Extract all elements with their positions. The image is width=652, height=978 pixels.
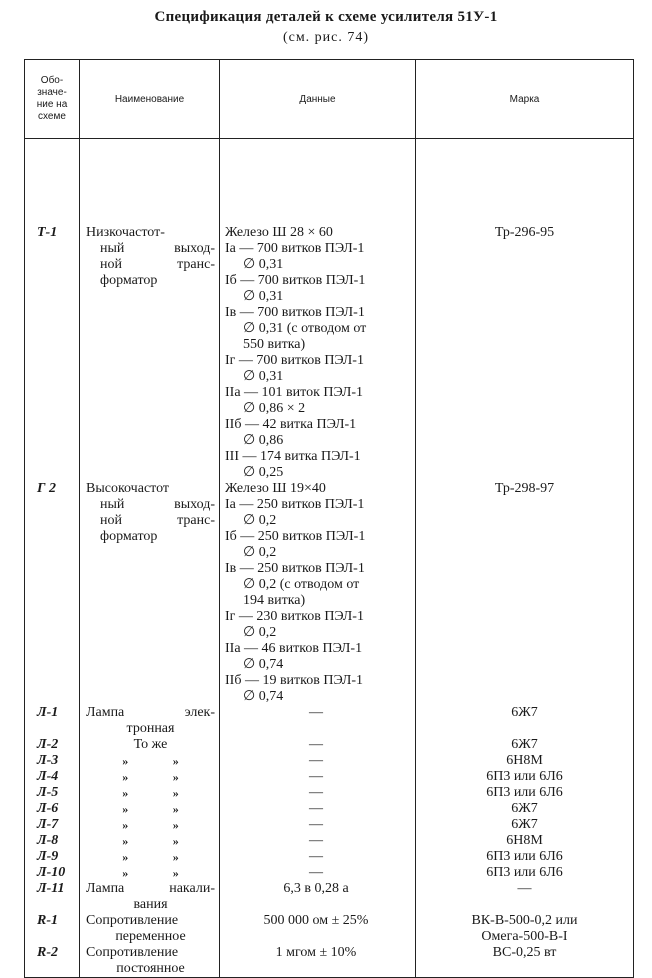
designation-cell [25, 705, 80, 737]
name-line: переменное [115, 929, 186, 944]
name-cell [80, 801, 220, 817]
data-cell [220, 705, 416, 737]
designation-cell [25, 785, 80, 801]
data-line: Iб — 250 витков ПЭЛ-1 [225, 529, 366, 544]
spacer-cell [220, 139, 416, 226]
data-line: 6,3 в 0,28 а [283, 881, 349, 896]
name-line: постоянное [116, 961, 185, 976]
table-row [25, 945, 634, 977]
data-cell [220, 945, 416, 977]
header-brand [416, 60, 634, 139]
data-cell [220, 849, 416, 865]
name-line: Высокочастот [86, 481, 170, 496]
data-line: IIа — 46 витков ПЭЛ-1 [225, 641, 363, 656]
name-cell [80, 865, 220, 881]
brand-cell [416, 753, 634, 769]
designation-cell [25, 833, 80, 849]
table-row [25, 881, 634, 913]
data-line: Iв — 250 витков ПЭЛ-1 [225, 561, 365, 576]
ditto-mark: » [172, 850, 179, 864]
designation-cell [25, 801, 80, 817]
data-line: — [309, 865, 323, 880]
name-line: Сопротивление [86, 945, 179, 960]
data-line: — [309, 817, 323, 832]
table-row [25, 737, 634, 753]
brand-cell [416, 881, 634, 913]
data-line: 550 витка) [243, 337, 306, 352]
header-brand-text: Марка [509, 93, 540, 105]
brand-text: ВК-В-500-0,2 или Омега-500-В-I [471, 913, 578, 944]
designation-text: Л-2 [37, 737, 59, 752]
data-cell [220, 913, 416, 945]
brand-text: 6Ж7 [511, 817, 538, 832]
name-line: вания [133, 897, 168, 912]
brand-text: Тр-298-97 [494, 481, 555, 496]
document-title: Спецификация деталей к схеме усилителя 51У-1 [154, 9, 498, 25]
ditto-marks [86, 769, 215, 785]
designation-text: Л-3 [37, 753, 59, 768]
header-name-text: Наименование [114, 93, 185, 105]
data-line: — [309, 801, 323, 816]
data-line: — [309, 737, 323, 752]
data-line: ∅ 0,2 [243, 545, 277, 560]
name-cell [80, 833, 220, 849]
designation-text: Л-9 [37, 849, 59, 864]
data-line: ∅ 0,2 (с отводом от [243, 577, 360, 592]
name-cell [80, 737, 220, 753]
data-line: Железо Ш 19×40 [225, 481, 326, 496]
data-line: Iа — 700 витков ПЭЛ-1 [225, 241, 365, 256]
data-line: ∅ 0,86 [243, 433, 284, 448]
data-cell [220, 737, 416, 753]
designation-text: Г 2 [37, 481, 56, 496]
name-cell [80, 769, 220, 785]
brand-text: Тр-296-95 [494, 225, 555, 240]
name-cell [80, 481, 220, 705]
data-line: ∅ 0,31 [243, 369, 284, 384]
ditto-marks [86, 817, 215, 833]
data-line: IIб — 19 витков ПЭЛ-1 [225, 673, 363, 688]
brand-cell [416, 801, 634, 817]
brand-text: 6Ж7 [511, 705, 538, 720]
data-line: — [309, 705, 323, 720]
designation-text: Л-7 [37, 817, 59, 832]
table-row [25, 817, 634, 833]
brand-cell [416, 225, 634, 481]
filler-cell [25, 977, 80, 978]
data-line: ∅ 0,2 [243, 513, 277, 528]
name-cell [80, 913, 220, 945]
ditto-mark: » [172, 818, 179, 832]
designation-text: Л-11 [37, 881, 65, 896]
data-line: Iб — 700 витков ПЭЛ-1 [225, 273, 366, 288]
data-line: ∅ 0,74 [243, 657, 284, 672]
brand-cell [416, 785, 634, 801]
table-row [25, 705, 634, 737]
data-line: III — 174 витка ПЭЛ-1 [225, 449, 361, 464]
ditto-mark: » [122, 770, 129, 784]
table-row [25, 801, 634, 817]
name-cell [80, 705, 220, 737]
brand-text: 6П3 или 6Л6 [486, 865, 563, 880]
data-line: ∅ 0,86 × 2 [243, 401, 306, 416]
table-row [25, 865, 634, 881]
brand-cell [416, 769, 634, 785]
designation-cell [25, 817, 80, 833]
name-line: Низкочастот- [86, 225, 165, 240]
table-row [25, 913, 634, 945]
brand-text: 6П3 или 6Л6 [486, 849, 563, 864]
data-line: 1 мгом ± 10% [275, 945, 357, 960]
name-line: ный выход- [100, 497, 215, 512]
brand-cell [416, 705, 634, 737]
data-line: IIа — 101 виток ПЭЛ-1 [225, 385, 364, 400]
ditto-mark: » [122, 866, 129, 880]
table-row [25, 785, 634, 801]
ditto-mark: » [122, 754, 129, 768]
name-line: тронная [126, 721, 175, 736]
brand-cell [416, 945, 634, 977]
filler-cell [220, 977, 416, 978]
data-cell [220, 881, 416, 913]
data-line: ∅ 0,31 [243, 289, 284, 304]
brand-text: 6П3 или 6Л6 [486, 769, 563, 784]
ditto-marks [86, 753, 215, 769]
data-line: — [309, 833, 323, 848]
header-designation [25, 60, 80, 139]
name-cell [80, 817, 220, 833]
data-line: ∅ 0,2 [243, 625, 277, 640]
name-line: Сопротивление [86, 913, 179, 928]
data-cell [220, 785, 416, 801]
ditto-mark: » [172, 802, 179, 816]
data-line: 194 витка) [243, 593, 306, 608]
ditto-mark: » [122, 834, 129, 848]
data-cell [220, 801, 416, 817]
name-line: форматор [100, 273, 158, 288]
table-row [25, 833, 634, 849]
designation-cell [25, 481, 80, 705]
data-cell [220, 481, 416, 705]
data-cell [220, 225, 416, 481]
brand-cell [416, 849, 634, 865]
data-cell [220, 753, 416, 769]
filler-cell [416, 977, 634, 978]
name-cell [80, 945, 220, 977]
name-cell [80, 849, 220, 865]
header-data-text: Данные [299, 93, 336, 105]
ditto-mark: » [172, 754, 179, 768]
brand-cell [416, 833, 634, 849]
brand-cell [416, 865, 634, 881]
designation-cell [25, 881, 80, 913]
ditto-mark: » [122, 786, 129, 800]
spacer-cell [80, 139, 220, 226]
data-line: — [309, 753, 323, 768]
data-line: 500 000 ом ± 25% [263, 913, 369, 928]
data-line: Iг — 700 витков ПЭЛ-1 [225, 353, 364, 368]
brand-text: 6Н8М [506, 833, 543, 848]
data-cell [220, 865, 416, 881]
brand-text: 6Н8М [506, 753, 543, 768]
name-line: ный выход- [100, 241, 215, 256]
ditto-marks [86, 785, 215, 801]
ditto-marks [86, 801, 215, 817]
data-line: Железо Ш 28 × 60 [225, 225, 333, 240]
name-line: Лампа накали- [86, 881, 215, 896]
data-line: Iв — 700 витков ПЭЛ-1 [225, 305, 365, 320]
ditto-marks [86, 849, 215, 865]
specification-table [24, 59, 634, 978]
designation-text: Л-1 [37, 705, 59, 720]
name-line: форматор [100, 529, 158, 544]
data-cell [220, 817, 416, 833]
table-body [25, 139, 634, 978]
brand-text: 6Ж7 [511, 737, 538, 752]
data-line: ∅ 0,31 [243, 257, 284, 272]
header-name [80, 60, 220, 139]
name-cell [80, 881, 220, 913]
designation-cell [25, 945, 80, 977]
brand-cell [416, 481, 634, 705]
designation-text: Л-6 [37, 801, 59, 816]
spacer-row [25, 139, 634, 226]
data-line: ∅ 0,74 [243, 689, 284, 704]
ditto-mark: » [122, 802, 129, 816]
data-line: ∅ 0,25 [243, 465, 284, 480]
name-cell [80, 753, 220, 769]
ditto-marks [86, 833, 215, 849]
designation-text: R-2 [37, 945, 58, 960]
data-line: — [309, 785, 323, 800]
table-row [25, 481, 634, 705]
data-line: — [309, 849, 323, 864]
table-row [25, 769, 634, 785]
designation-text: Т-1 [37, 225, 58, 240]
designation-cell [25, 737, 80, 753]
spacer-cell [25, 139, 80, 226]
document-subtitle: (см. рис. 74) [282, 30, 370, 45]
filler-cell [80, 977, 220, 978]
ditto-mark: » [172, 786, 179, 800]
filler-row [25, 977, 634, 978]
designation-cell [25, 753, 80, 769]
name-line: То же [133, 737, 168, 752]
data-cell [220, 833, 416, 849]
table-row [25, 225, 634, 481]
ditto-marks [86, 865, 215, 881]
designation-cell [25, 225, 80, 481]
designation-cell [25, 865, 80, 881]
brand-text: ВС-0,25 вт [492, 945, 557, 960]
ditto-mark: » [172, 834, 179, 848]
data-cell [220, 769, 416, 785]
ditto-mark: » [122, 818, 129, 832]
brand-text: 6Ж7 [511, 801, 538, 816]
designation-text: Л-4 [37, 769, 59, 784]
brand-text: — [517, 881, 532, 896]
table-row [25, 753, 634, 769]
header-data [220, 60, 416, 139]
spacer-cell [416, 139, 634, 226]
designation-text: Л-8 [37, 833, 59, 848]
header-designation-text: Обо- значе- ние на схеме [36, 75, 68, 122]
designation-cell [25, 769, 80, 785]
name-line: ной транс- [100, 257, 215, 272]
ditto-mark: » [172, 770, 179, 784]
name-line: ной транс- [100, 513, 215, 528]
designation-text: R-1 [37, 913, 58, 928]
data-line: IIб — 42 витка ПЭЛ-1 [225, 417, 357, 432]
designation-text: Л-5 [37, 785, 59, 800]
name-cell [80, 785, 220, 801]
data-line: — [309, 769, 323, 784]
brand-cell [416, 737, 634, 753]
designation-text: Л-10 [37, 865, 66, 880]
data-line: Iа — 250 витков ПЭЛ-1 [225, 497, 365, 512]
designation-cell [25, 913, 80, 945]
data-line: ∅ 0,31 (с отводом от [243, 321, 367, 336]
name-cell [80, 225, 220, 481]
designation-cell [25, 849, 80, 865]
ditto-mark: » [172, 866, 179, 880]
brand-cell [416, 913, 634, 945]
table-row [25, 849, 634, 865]
name-line: Лампа элек- [86, 705, 215, 720]
data-line: Iг — 230 витков ПЭЛ-1 [225, 609, 364, 624]
ditto-mark: » [122, 850, 129, 864]
brand-text: 6П3 или 6Л6 [486, 785, 563, 800]
brand-cell [416, 817, 634, 833]
